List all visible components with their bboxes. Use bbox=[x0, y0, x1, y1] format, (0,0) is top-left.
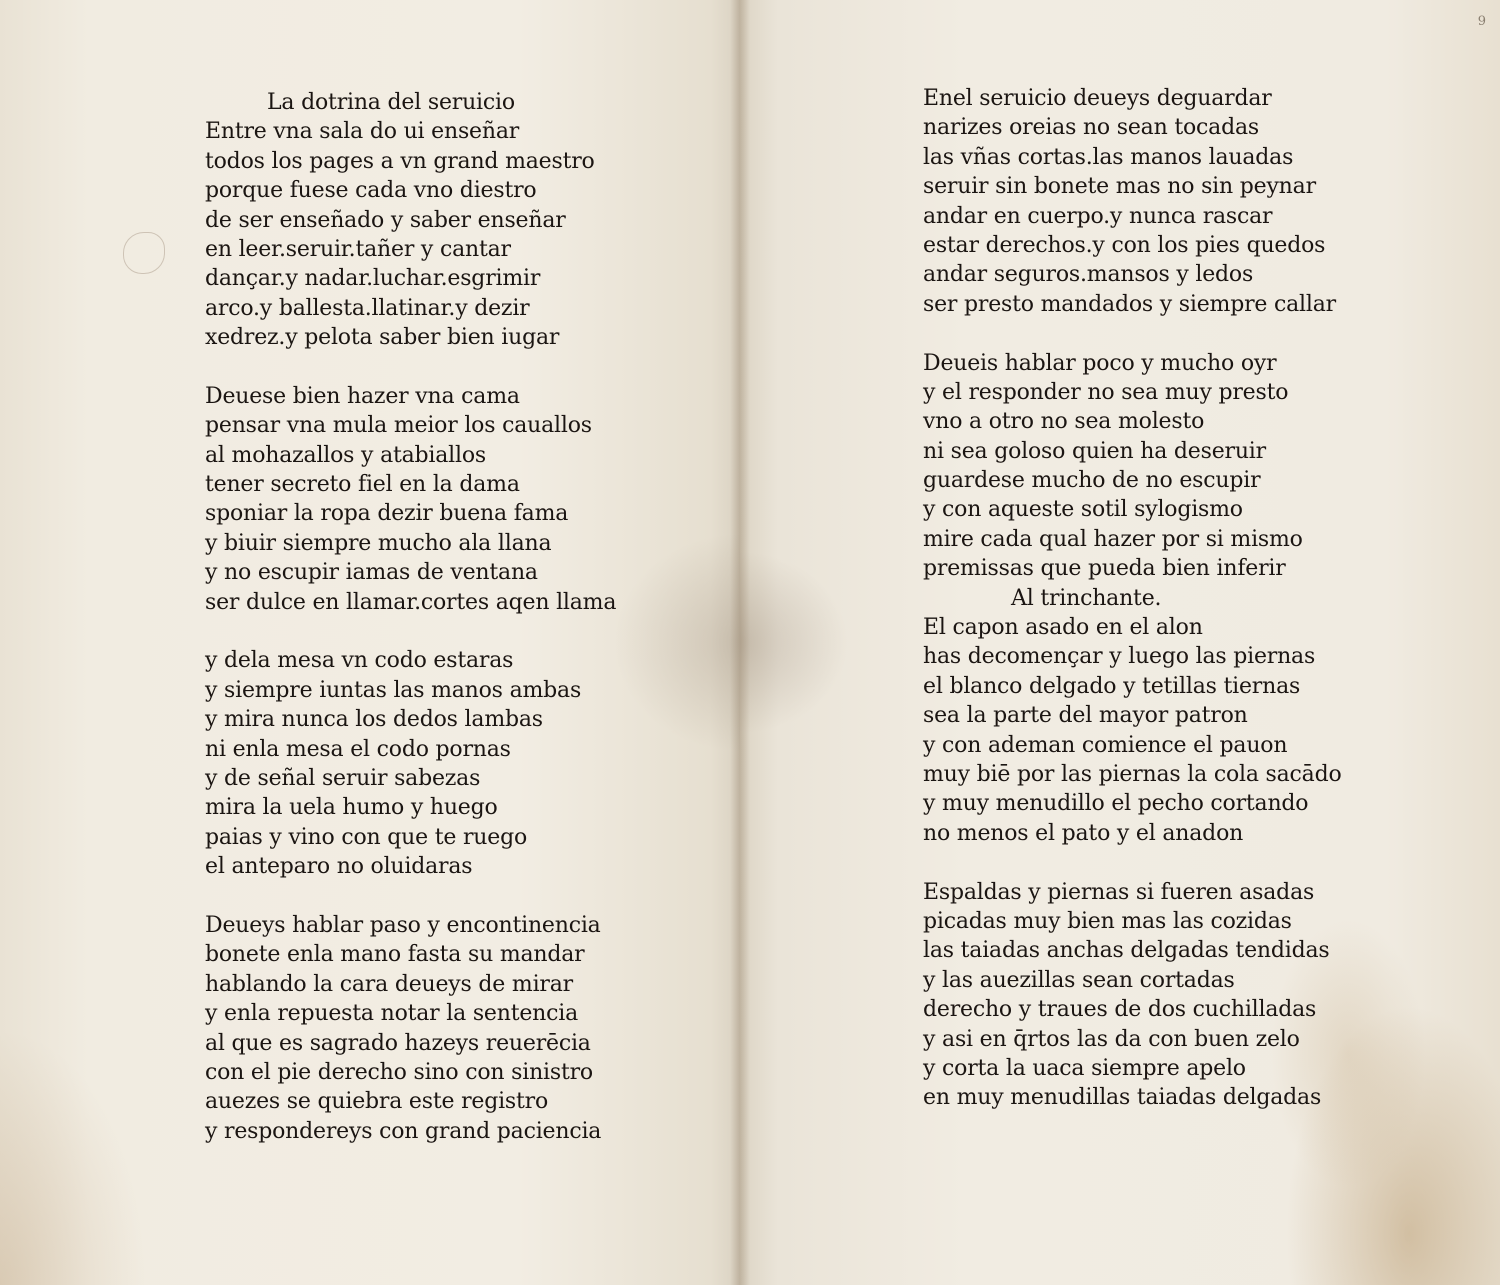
verse-line: todos los pages a vn grand maestro bbox=[205, 148, 595, 174]
verse-line: tener secreto fiel en la dama bbox=[205, 472, 520, 498]
verse-line: con el pie derecho sino con sinistro bbox=[205, 1059, 593, 1085]
verse-line: Entre vna sala do ui enseñar bbox=[205, 119, 520, 145]
verse-line: Deueis hablar poco y mucho oyr bbox=[923, 350, 1277, 376]
verse-line: y mira nunca los dedos lambas bbox=[205, 707, 543, 733]
verse-line: Deuese bien hazer vna cama bbox=[205, 383, 520, 409]
right-page bbox=[740, 0, 1500, 1285]
verse-line: y con ademan comience el pauon bbox=[923, 732, 1288, 758]
verse-line: y con aqueste sotil sylogismo bbox=[923, 497, 1243, 523]
stanza-gap bbox=[205, 353, 616, 382]
section-heading: Al trinchante. bbox=[1011, 585, 1162, 611]
verse-line: dançar.y nadar.luchar.esgrimir bbox=[205, 266, 541, 292]
verse-line: y asi en q̄rtos las da con buen zelo bbox=[923, 1026, 1300, 1052]
verse-line: seruir sin bonete mas no sin peynar bbox=[923, 174, 1316, 200]
verse-line: ser dulce en llamar.cortes aqen llama bbox=[205, 589, 617, 615]
verse-line: bonete enla mano fasta su mandar bbox=[205, 942, 585, 968]
verse-line: El capon asado en el alon bbox=[923, 615, 1203, 641]
verse-line: picadas muy bien mas las cozidas bbox=[923, 908, 1292, 934]
verse-line: de ser enseñado y saber enseñar bbox=[205, 207, 566, 233]
verse-line: y enla repuesta notar la sentencia bbox=[205, 1001, 579, 1027]
verse-line: premissas que pueda bien inferir bbox=[923, 556, 1286, 582]
right-text-column bbox=[923, 84, 1342, 1113]
verse-line: y respondereys con grand paciencia bbox=[205, 1118, 602, 1144]
verse-line: y biuir siempre mucho ala llana bbox=[205, 530, 552, 556]
verse-line: ni enla mesa el codo pornas bbox=[205, 736, 511, 762]
verse-line: estar derechos.y con los pies quedos bbox=[923, 232, 1326, 258]
verse-line: las taiadas anchas delgadas tendidas bbox=[923, 938, 1330, 964]
verse-line: ni sea goloso quien ha deseruir bbox=[923, 438, 1266, 464]
verse-line: Espaldas y piernas si fueren asadas bbox=[923, 879, 1315, 905]
verse-line: mira la uela humo y huego bbox=[205, 795, 498, 821]
verse-line: al que es sagrado hazeys reuerēcia bbox=[205, 1030, 591, 1056]
verse-line: arco.y ballesta.llatinar.y dezir bbox=[205, 295, 530, 321]
margin-ink-mark bbox=[123, 232, 165, 274]
book-gutter bbox=[730, 0, 750, 1285]
verse-line: y el responder no sea muy presto bbox=[923, 379, 1289, 405]
verse-line: al mohazallos y atabiallos bbox=[205, 442, 486, 468]
verse-line: el blanco delgado y tetillas tiernas bbox=[923, 673, 1301, 699]
verse-line: andar en cuerpo.y nunca rascar bbox=[923, 203, 1273, 229]
verse-line: el anteparo no oluidaras bbox=[205, 854, 473, 880]
verse-line: mire cada qual hazer por si mismo bbox=[923, 526, 1303, 552]
verse-line: y corta la uaca siempre apelo bbox=[923, 1055, 1246, 1081]
stanza-gap bbox=[205, 882, 616, 911]
verse-line: xedrez.y pelota saber bien iugar bbox=[205, 325, 560, 351]
verse-line: narizes oreias no sean tocadas bbox=[923, 115, 1259, 141]
verse-line: Enel seruicio deueys deguardar bbox=[923, 86, 1272, 111]
stanza-gap bbox=[923, 319, 1342, 348]
verse-line: sea la parte del mayor patron bbox=[923, 703, 1248, 729]
verse-line: sponiar la ropa dezir buena fama bbox=[205, 501, 569, 527]
verse-line: y las auezillas sean cortadas bbox=[923, 967, 1235, 993]
verse-line: porque fuese cada vno diestro bbox=[205, 178, 537, 204]
verse-line: y de señal seruir sabezas bbox=[205, 765, 481, 791]
verse-line: pensar vna mula meior los cauallos bbox=[205, 413, 592, 439]
verse-line: guardese mucho de no escupir bbox=[923, 468, 1261, 494]
verse-line: y no escupir iamas de ventana bbox=[205, 560, 538, 586]
verse-line: vno a otro no sea molesto bbox=[923, 409, 1205, 435]
verse-line: hablando la cara deueys de mirar bbox=[205, 971, 573, 997]
left-page bbox=[0, 0, 740, 1285]
stanza-gap bbox=[923, 848, 1342, 877]
verse-line: y muy menudillo el pecho cortando bbox=[923, 791, 1309, 817]
page-title: La dotrina del seruicio bbox=[267, 90, 515, 115]
verse-line: ser presto mandados y siempre callar bbox=[923, 291, 1336, 317]
verse-line: no menos el pato y el anadon bbox=[923, 820, 1244, 846]
verse-line: paias y vino con que te ruego bbox=[205, 824, 528, 850]
verse-line: auezes se quiebra este registro bbox=[205, 1089, 549, 1115]
verse-line: muy biē por las piernas la cola sacādo bbox=[923, 761, 1342, 787]
verse-line: andar seguros.mansos y ledos bbox=[923, 262, 1254, 288]
verse-line: en muy menudillas taiadas delgadas bbox=[923, 1085, 1322, 1111]
verse-line: derecho y traues de dos cuchilladas bbox=[923, 997, 1317, 1023]
verse-line: has decomençar y luego las piernas bbox=[923, 644, 1316, 670]
verse-line: y siempre iuntas las manos ambas bbox=[205, 677, 582, 703]
stanza-gap bbox=[205, 617, 616, 646]
left-text-column bbox=[205, 88, 616, 1146]
verse-line: en leer.seruir.tañer y cantar bbox=[205, 236, 511, 262]
verse-line: Deueys hablar paso y encontinencia bbox=[205, 912, 601, 938]
verse-line: las vñas cortas.las manos lauadas bbox=[923, 144, 1294, 170]
folio-number: 9 bbox=[1477, 14, 1486, 29]
verse-line: y dela mesa vn codo estaras bbox=[205, 648, 514, 674]
